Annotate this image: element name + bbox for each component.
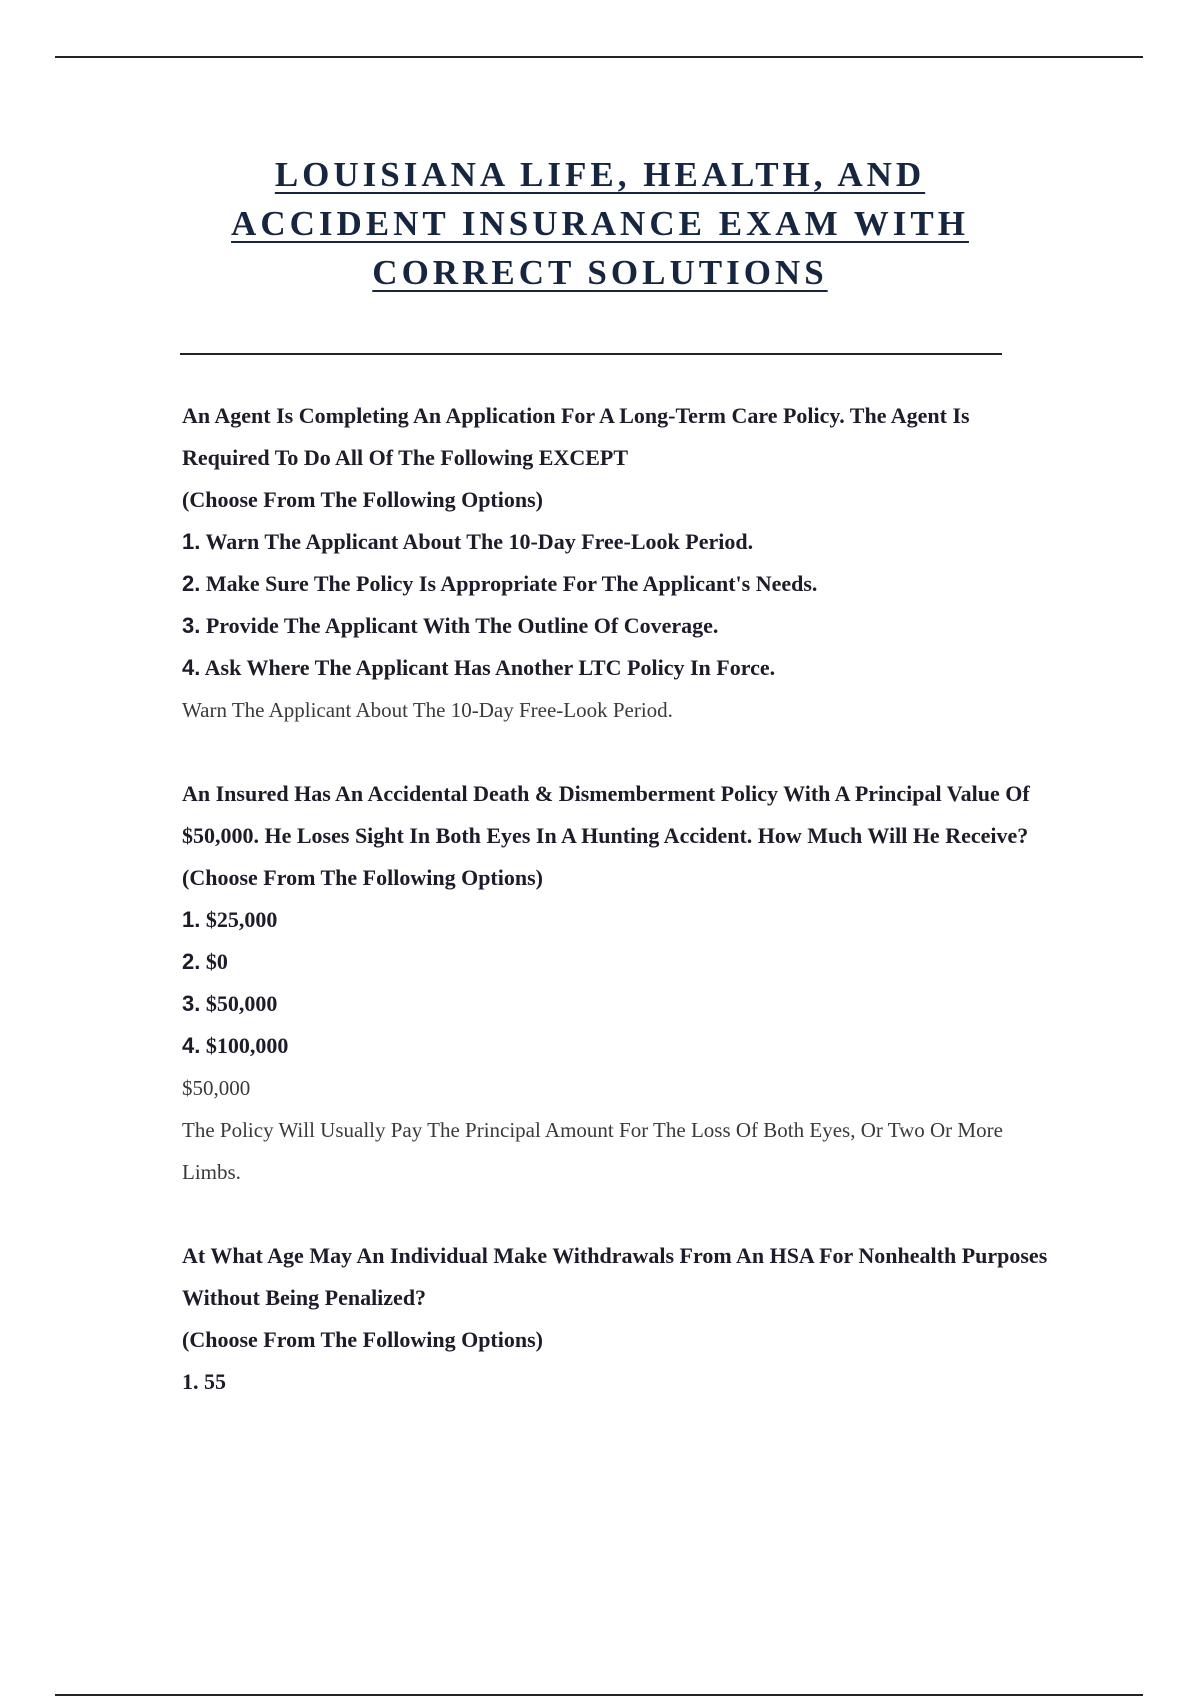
- title-divider: [180, 353, 1002, 355]
- answer-explanation: The Policy Will Usually Pay The Principal Amount For The Loss Of Both Eyes, Or Two Or More Limbs.: [182, 1118, 1003, 1184]
- option-text: $25,000: [205, 907, 278, 932]
- option-item: [182, 899, 1062, 941]
- question-list: [182, 395, 1062, 1445]
- option-number: 2.: [182, 949, 201, 974]
- option-item: [182, 941, 1062, 983]
- option-item: [182, 563, 1062, 605]
- title-line-3: CORRECT SOLUTIONS: [372, 253, 828, 292]
- option-item: [182, 521, 1062, 563]
- option-number: 4.: [182, 655, 201, 680]
- question-1: [182, 395, 1062, 731]
- option-item: [182, 605, 1062, 647]
- footer-rule: [55, 1694, 1143, 1696]
- option-text: $50,000: [205, 991, 278, 1016]
- option-number: 1.: [182, 1369, 199, 1394]
- options-hint: (Choose From The Following Options): [182, 487, 543, 512]
- option-text: $100,000: [205, 1033, 289, 1058]
- option-number: 1.: [182, 907, 201, 932]
- option-text: Provide The Applicant With The Outline Of Coverage.: [205, 613, 719, 638]
- option-number: 3.: [182, 613, 201, 638]
- options-hint: (Choose From The Following Options): [182, 1327, 543, 1352]
- option-number: 2.: [182, 571, 201, 596]
- title-line-1: LOUISIANA LIFE, HEALTH, AND: [274, 155, 926, 194]
- option-text: Warn The Applicant About The 10-Day Free-Look Period.: [205, 529, 754, 554]
- question-text: An Agent Is Completing An Application For A Long-Term Care Policy. The Agent Is Required To Do All Of The Following EXCEPT: [182, 403, 970, 470]
- option-text: $0: [205, 949, 228, 974]
- document-title: [150, 150, 1050, 297]
- option-item: [182, 1361, 1062, 1403]
- option-item: [182, 647, 1062, 689]
- options-hint: (Choose From The Following Options): [182, 865, 543, 890]
- question-3: [182, 1235, 1062, 1403]
- option-item: [182, 1025, 1062, 1067]
- question-text: An Insured Has An Accidental Death & Dismemberment Policy With A Principal Value Of $50,000. He Loses Sight In Both Eyes In A Hunting Accident. How Much Will He Receive?: [182, 781, 1030, 848]
- question-2: [182, 773, 1062, 1193]
- title-line-2: ACCIDENT INSURANCE EXAM WITH: [231, 204, 969, 243]
- option-text: Ask Where The Applicant Has Another LTC Policy In Force.: [204, 655, 776, 680]
- option-item: [182, 983, 1062, 1025]
- option-number: 1.: [182, 529, 201, 554]
- option-number: 4.: [182, 1033, 201, 1058]
- question-text: At What Age May An Individual Make Withdrawals From An HSA For Nonhealth Purposes Without Being Penalized?: [182, 1243, 1048, 1310]
- answer-text: $50,000: [182, 1076, 251, 1100]
- option-number: 3.: [182, 991, 201, 1016]
- option-text: 55: [204, 1369, 226, 1394]
- answer-text: Warn The Applicant About The 10-Day Free-Look Period.: [182, 698, 673, 722]
- header-rule: [55, 56, 1143, 58]
- option-text: Make Sure The Policy Is Appropriate For The Applicant's Needs.: [205, 571, 818, 596]
